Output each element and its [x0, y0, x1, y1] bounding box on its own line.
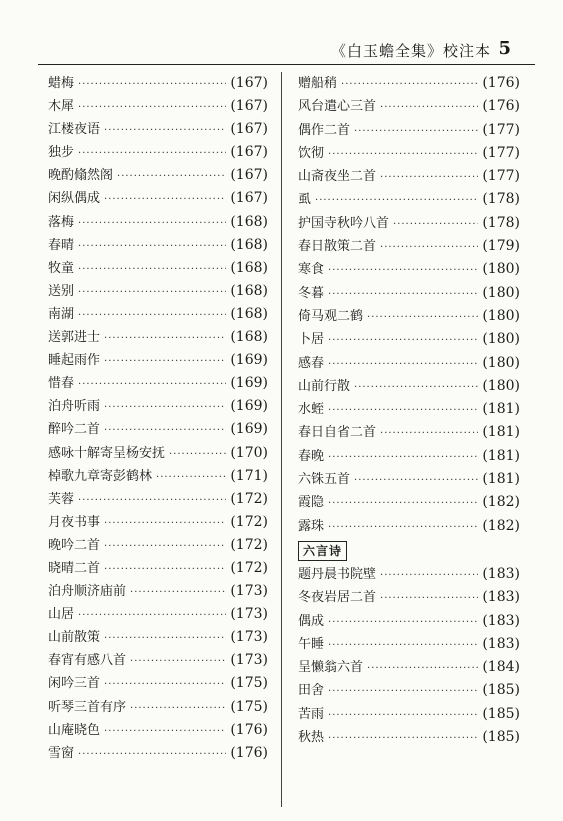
entry-title: 虱 [298, 192, 312, 208]
dot-leader [328, 516, 478, 539]
dot-leader [78, 304, 226, 327]
entry-title: 护国寺秋吟八首 [298, 215, 390, 231]
entry-title: 泊舟顺济庙前 [48, 584, 127, 600]
toc-entry [298, 235, 520, 258]
dot-leader [130, 650, 226, 673]
toc-entry [48, 211, 268, 234]
entry-title: 牧童 [48, 260, 75, 276]
toc-entry [298, 468, 520, 491]
entry-title: 泊舟听雨 [48, 399, 101, 415]
entry-page-number: (172) [230, 513, 268, 530]
entry-page-number: (182) [482, 517, 520, 534]
dot-leader [380, 236, 478, 259]
entry-page-number: (167) [230, 190, 268, 207]
dot-leader [354, 469, 478, 492]
toc-entry [298, 165, 520, 188]
dot-leader [78, 281, 226, 304]
entry-title: 落梅 [48, 214, 75, 230]
entry-page-number: (176) [230, 744, 268, 761]
dot-leader [328, 611, 478, 634]
entry-title: 送别 [48, 283, 75, 299]
toc-entry [298, 305, 520, 328]
dot-leader [380, 422, 478, 445]
entry-title: 卜居 [298, 332, 325, 348]
entry-title: 寒食 [298, 262, 325, 278]
dot-leader [117, 165, 226, 188]
toc-entry [298, 633, 520, 656]
entry-page-number: (172) [230, 490, 268, 507]
toc-entry [48, 164, 268, 187]
entry-title: 山居 [48, 607, 75, 623]
entry-page-number: (180) [482, 307, 520, 324]
dot-leader [78, 96, 226, 119]
toc-entry [298, 610, 520, 633]
dot-leader [78, 258, 226, 281]
entry-title: 山前行散 [298, 378, 351, 394]
toc-entry [298, 72, 520, 95]
toc-entry [48, 72, 268, 95]
toc-entry [48, 626, 268, 649]
toc-entry [298, 586, 520, 609]
entry-page-number: (173) [230, 652, 268, 669]
entry-page-number: (180) [482, 354, 520, 371]
entry-title: 晓晴二首 [48, 560, 101, 576]
toc-entry [48, 742, 268, 765]
dot-leader [328, 492, 478, 515]
toc-entry [48, 280, 268, 303]
entry-page-number: (181) [482, 447, 520, 464]
toc-entry [48, 141, 268, 164]
dot-leader [328, 704, 478, 727]
dot-leader [328, 353, 478, 376]
entry-page-number: (169) [230, 398, 268, 415]
dot-leader [104, 119, 226, 142]
toc-entry [298, 726, 520, 749]
entry-page-number: (180) [482, 284, 520, 301]
toc-entry [298, 282, 520, 305]
dot-leader [130, 581, 226, 604]
dot-leader [328, 143, 478, 166]
toc-entry [298, 328, 520, 351]
entry-page-number: (185) [482, 729, 520, 746]
dot-leader [78, 489, 226, 512]
entry-page-number: (184) [482, 659, 520, 676]
header-rule [38, 64, 535, 65]
toc-entry [48, 534, 268, 557]
section-label-liuyanshi: 六言诗 [298, 541, 347, 561]
dot-leader [104, 327, 226, 350]
dot-leader [380, 564, 478, 587]
dot-leader [367, 306, 478, 329]
dot-leader [104, 396, 226, 419]
toc-entry [48, 418, 268, 441]
entry-page-number: (176) [482, 98, 520, 115]
dot-leader [328, 680, 478, 703]
entry-page-number: (168) [230, 213, 268, 230]
entry-page-number: (181) [482, 471, 520, 488]
entry-title: 赠船稍 [298, 76, 338, 91]
dot-leader [354, 376, 478, 399]
entry-title: 田舍 [298, 683, 325, 699]
dot-leader [341, 73, 478, 96]
dot-leader [104, 188, 226, 211]
toc-entry [48, 326, 268, 349]
dot-leader [104, 558, 226, 581]
dot-leader [380, 587, 478, 610]
entry-page-number: (183) [482, 635, 520, 652]
entry-title: 雪窗 [48, 745, 75, 761]
entry-title: 闲吟三首 [48, 676, 101, 692]
dot-leader [104, 350, 226, 373]
entry-page-number: (168) [230, 236, 268, 253]
toc-entry [48, 118, 268, 141]
dot-leader [328, 399, 478, 422]
entry-title: 江楼夜语 [48, 122, 101, 138]
toc-right-column [298, 72, 520, 749]
toc-entry [48, 303, 268, 326]
toc-entry [298, 703, 520, 726]
entry-title: 苦雨 [298, 706, 325, 722]
toc-entry [48, 234, 268, 257]
toc-entry [298, 142, 520, 165]
entry-title: 倚马观二鹤 [298, 308, 364, 324]
toc-entry [48, 557, 268, 580]
entry-page-number: (170) [230, 444, 268, 461]
dot-leader [315, 189, 478, 212]
entry-title: 送郭进士 [48, 330, 101, 346]
entry-title: 木犀 [48, 99, 75, 115]
entry-title: 春日散策二首 [298, 239, 377, 255]
entry-page-number: (172) [230, 536, 268, 553]
dot-leader [78, 142, 226, 165]
entry-page-number: (169) [230, 375, 268, 392]
toc-entry [48, 719, 268, 742]
toc-entry [298, 515, 520, 538]
entry-page-number: (168) [230, 259, 268, 276]
toc-entry [48, 442, 268, 465]
entry-page-number: (172) [230, 559, 268, 576]
entry-title: 独步 [48, 145, 75, 161]
entry-title: 惜春 [48, 376, 75, 392]
dot-leader [104, 627, 226, 650]
entry-page-number: (182) [482, 494, 520, 511]
toc-entry [298, 679, 520, 702]
entry-title: 冬夜岩居二首 [298, 590, 377, 606]
entry-page-number: (171) [230, 467, 268, 484]
dot-leader [328, 727, 478, 750]
entry-page-number: (176) [230, 721, 268, 738]
entry-title: 春宵有感八首 [48, 653, 127, 669]
entry-title: 山斋夜坐二首 [298, 169, 377, 185]
toc-entry [48, 696, 268, 719]
entry-title: 醉吟二首 [48, 422, 101, 438]
entry-page-number: (180) [482, 261, 520, 278]
dot-leader [169, 443, 226, 466]
toc-entry [298, 421, 520, 444]
entry-page-number: (183) [482, 612, 520, 629]
entry-page-number: (167) [230, 75, 268, 91]
entry-page-number: (179) [482, 238, 520, 255]
entry-title: 晚吟二首 [48, 537, 101, 553]
dot-leader [104, 720, 226, 743]
entry-title: 晚酌翛然阁 [48, 168, 114, 184]
entry-page-number: (176) [482, 75, 520, 91]
toc-entry [48, 372, 268, 395]
dot-leader [78, 743, 226, 766]
dot-leader [393, 213, 478, 236]
entry-title: 露珠 [298, 518, 325, 534]
entry-title: 水蛭 [298, 402, 325, 418]
entry-page-number: (178) [482, 214, 520, 231]
entry-title: 山庵晓色 [48, 722, 101, 738]
entry-title: 棹歌九章寄彭鹤林 [48, 468, 153, 484]
toc-entry [48, 511, 268, 534]
dot-leader [104, 512, 226, 535]
dot-leader [328, 446, 478, 469]
entry-page-number: (175) [230, 675, 268, 692]
entry-page-number: (167) [230, 167, 268, 184]
entry-title: 山前散策 [48, 630, 101, 646]
dot-leader [328, 329, 478, 352]
page-number: 5 [498, 38, 511, 59]
dot-leader [78, 373, 226, 396]
entry-page-number: (180) [482, 331, 520, 348]
entry-title: 偶作二首 [298, 122, 351, 138]
entry-page-number: (167) [230, 121, 268, 138]
toc-entry [48, 649, 268, 672]
toc-entry [298, 445, 520, 468]
entry-page-number: (177) [482, 144, 520, 161]
toc-entry [48, 349, 268, 372]
dot-leader [104, 535, 226, 558]
dot-leader [367, 657, 478, 680]
entry-title: 冬暮 [298, 285, 325, 301]
dot-leader [78, 604, 226, 627]
section-heading [298, 538, 520, 563]
entry-title: 感咏十解寄呈杨安抚 [48, 445, 166, 461]
dot-leader [104, 419, 226, 442]
toc-entry [48, 672, 268, 695]
entry-page-number: (175) [230, 698, 268, 715]
entry-page-number: (169) [230, 421, 268, 438]
entry-page-number: (167) [230, 98, 268, 115]
toc-entry [298, 563, 520, 586]
entry-title: 芙蓉 [48, 491, 75, 507]
toc-entry [298, 188, 520, 211]
entry-title: 偶成 [298, 613, 325, 629]
entry-page-number: (185) [482, 705, 520, 722]
entry-title: 感春 [298, 355, 325, 371]
entry-title: 春晴 [48, 237, 75, 253]
entry-page-number: (169) [230, 352, 268, 369]
toc-entry [48, 580, 268, 603]
toc-entry [298, 119, 520, 142]
toc-entry [298, 212, 520, 235]
entry-page-number: (183) [482, 565, 520, 582]
toc-entry [48, 257, 268, 280]
entry-title: 呈懒翁六首 [298, 660, 364, 676]
entry-title: 午睡 [298, 636, 325, 652]
entry-title: 题丹晨书院壁 [298, 566, 377, 582]
entry-page-number: (185) [482, 682, 520, 699]
entry-page-number: (183) [482, 589, 520, 606]
toc-entry [48, 488, 268, 511]
entry-title: 春日自省二首 [298, 425, 377, 441]
entry-page-number: (168) [230, 329, 268, 346]
dot-leader [380, 166, 478, 189]
entry-page-number: (173) [230, 583, 268, 600]
entry-title: 听琴三首有序 [48, 699, 127, 715]
entry-page-number: (181) [482, 401, 520, 418]
entry-page-number: (177) [482, 168, 520, 185]
toc-entry [298, 352, 520, 375]
dot-leader [78, 73, 226, 96]
entry-page-number: (177) [482, 121, 520, 138]
entry-page-number: (178) [482, 191, 520, 208]
dot-leader [156, 466, 226, 489]
dot-leader [354, 120, 478, 143]
entry-page-number: (173) [230, 606, 268, 623]
dot-leader [328, 634, 478, 657]
entry-page-number: (181) [482, 424, 520, 441]
dot-leader [130, 697, 226, 720]
entry-title: 六铢五首 [298, 472, 351, 488]
toc-entry [298, 95, 520, 118]
column-divider [281, 72, 282, 807]
entry-page-number: (173) [230, 629, 268, 646]
book-title: 《白玉蟾全集》校注本 [330, 42, 491, 60]
entry-title: 饮彻 [298, 145, 325, 161]
page-header [0, 30, 563, 70]
entry-page-number: (168) [230, 282, 268, 299]
entry-title: 睡起雨作 [48, 353, 101, 369]
toc-entry [298, 398, 520, 421]
toc-entry [298, 258, 520, 281]
entry-title: 霞隐 [298, 495, 325, 511]
entry-title: 月夜书事 [48, 514, 101, 530]
entry-page-number: (180) [482, 377, 520, 394]
toc-entry [48, 187, 268, 210]
toc-entry [48, 95, 268, 118]
dot-leader [328, 259, 478, 282]
entry-title: 风台遣心三首 [298, 99, 377, 115]
toc-entry [298, 375, 520, 398]
dot-leader [78, 235, 226, 258]
dot-leader [78, 212, 226, 235]
toc-entry [298, 491, 520, 514]
toc-entry [48, 395, 268, 418]
toc-entry [48, 603, 268, 626]
entry-title: 闲纵偶成 [48, 191, 101, 207]
toc-entry [48, 465, 268, 488]
dot-leader [104, 673, 226, 696]
entry-page-number: (168) [230, 305, 268, 322]
entry-title: 秋热 [298, 730, 325, 746]
dot-leader [328, 283, 478, 306]
toc-entry [298, 656, 520, 679]
entry-title: 南湖 [48, 306, 75, 322]
toc-left-column [48, 72, 268, 765]
dot-leader [380, 96, 478, 119]
entry-title: 春晚 [298, 448, 325, 464]
entry-title: 蜡梅 [48, 76, 75, 91]
entry-page-number: (167) [230, 144, 268, 161]
